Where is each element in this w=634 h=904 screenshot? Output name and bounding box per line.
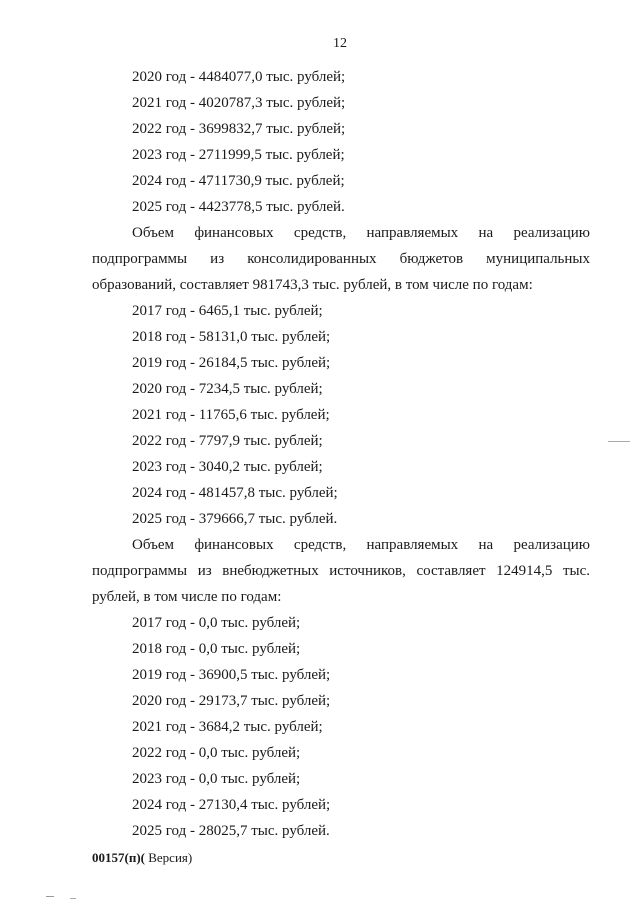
scan-artifact bbox=[70, 898, 76, 899]
list-item: 2017 год - 6465,1 тыс. рублей; bbox=[132, 303, 323, 319]
list-item: 2022 год - 3699832,7 тыс. рублей; bbox=[132, 121, 346, 137]
list-item: 2023 год - 0,0 тыс. рублей; bbox=[132, 771, 301, 787]
document-footer bbox=[92, 850, 192, 866]
list-item: 2022 год - 7797,9 тыс. рублей; bbox=[132, 433, 323, 449]
document-version: Версия) bbox=[144, 850, 193, 865]
list-item: 2025 год - 379666,7 тыс. рублей. bbox=[132, 511, 338, 527]
list-item: 2024 год - 481457,8 тыс. рублей; bbox=[132, 485, 338, 501]
list-item: 2018 год - 58131,0 тыс. рублей; bbox=[132, 329, 331, 345]
list-item: 2020 год - 29173,7 тыс. рублей; bbox=[132, 693, 331, 709]
list-item: 2023 год - 3040,2 тыс. рублей; bbox=[132, 459, 323, 475]
paragraph-extrabudgetary-sources bbox=[92, 532, 590, 610]
list-item: 2025 год - 28025,7 тыс. рублей. bbox=[132, 823, 330, 839]
list-item: 2020 год - 4484077,0 тыс. рублей; bbox=[132, 69, 346, 85]
list-item: 2021 год - 4020787,3 тыс. рублей; bbox=[132, 95, 346, 111]
list-item: 2017 год - 0,0 тыс. рублей; bbox=[132, 615, 301, 631]
document-code: 00157(п)( bbox=[92, 850, 145, 865]
paragraph-line: подпрограммы из внебюджетных источников, составляет 124914,5 тыс. bbox=[92, 563, 590, 579]
list-item: 2018 год - 0,0 тыс. рублей; bbox=[132, 641, 301, 657]
paragraph-line: Объем финансовых средств, направляемых на реализацию bbox=[132, 537, 590, 553]
scan-artifact bbox=[46, 896, 54, 897]
paragraph-line: подпрограммы из консолидированных бюджетов муниципальных bbox=[92, 251, 590, 267]
list-item: 2020 год - 7234,5 тыс. рублей; bbox=[132, 381, 323, 397]
page-number: 12 bbox=[333, 36, 347, 51]
list-item: 2024 год - 4711730,9 тыс. рублей; bbox=[132, 173, 345, 189]
paragraph-line: образований, составляет 981743,3 тыс. рублей, в том числе по годам: bbox=[92, 277, 533, 293]
list-item: 2021 год - 3684,2 тыс. рублей; bbox=[132, 719, 323, 735]
list-item: 2019 год - 36900,5 тыс. рублей; bbox=[132, 667, 331, 683]
list-item: 2024 год - 27130,4 тыс. рублей; bbox=[132, 797, 331, 813]
list-item: 2025 год - 4423778,5 тыс. рублей. bbox=[132, 199, 345, 215]
scan-artifact bbox=[608, 441, 630, 442]
list-item: 2023 год - 2711999,5 тыс. рублей; bbox=[132, 147, 345, 163]
paragraph-line: Объем финансовых средств, направляемых на реализацию bbox=[132, 225, 590, 241]
paragraph-line: рублей, в том числе по годам: bbox=[92, 589, 282, 605]
paragraph-consolidated-budgets bbox=[92, 220, 590, 298]
list-item: 2021 год - 11765,6 тыс. рублей; bbox=[132, 407, 330, 423]
list-item: 2022 год - 0,0 тыс. рублей; bbox=[132, 745, 301, 761]
list-item: 2019 год - 26184,5 тыс. рублей; bbox=[132, 355, 331, 371]
